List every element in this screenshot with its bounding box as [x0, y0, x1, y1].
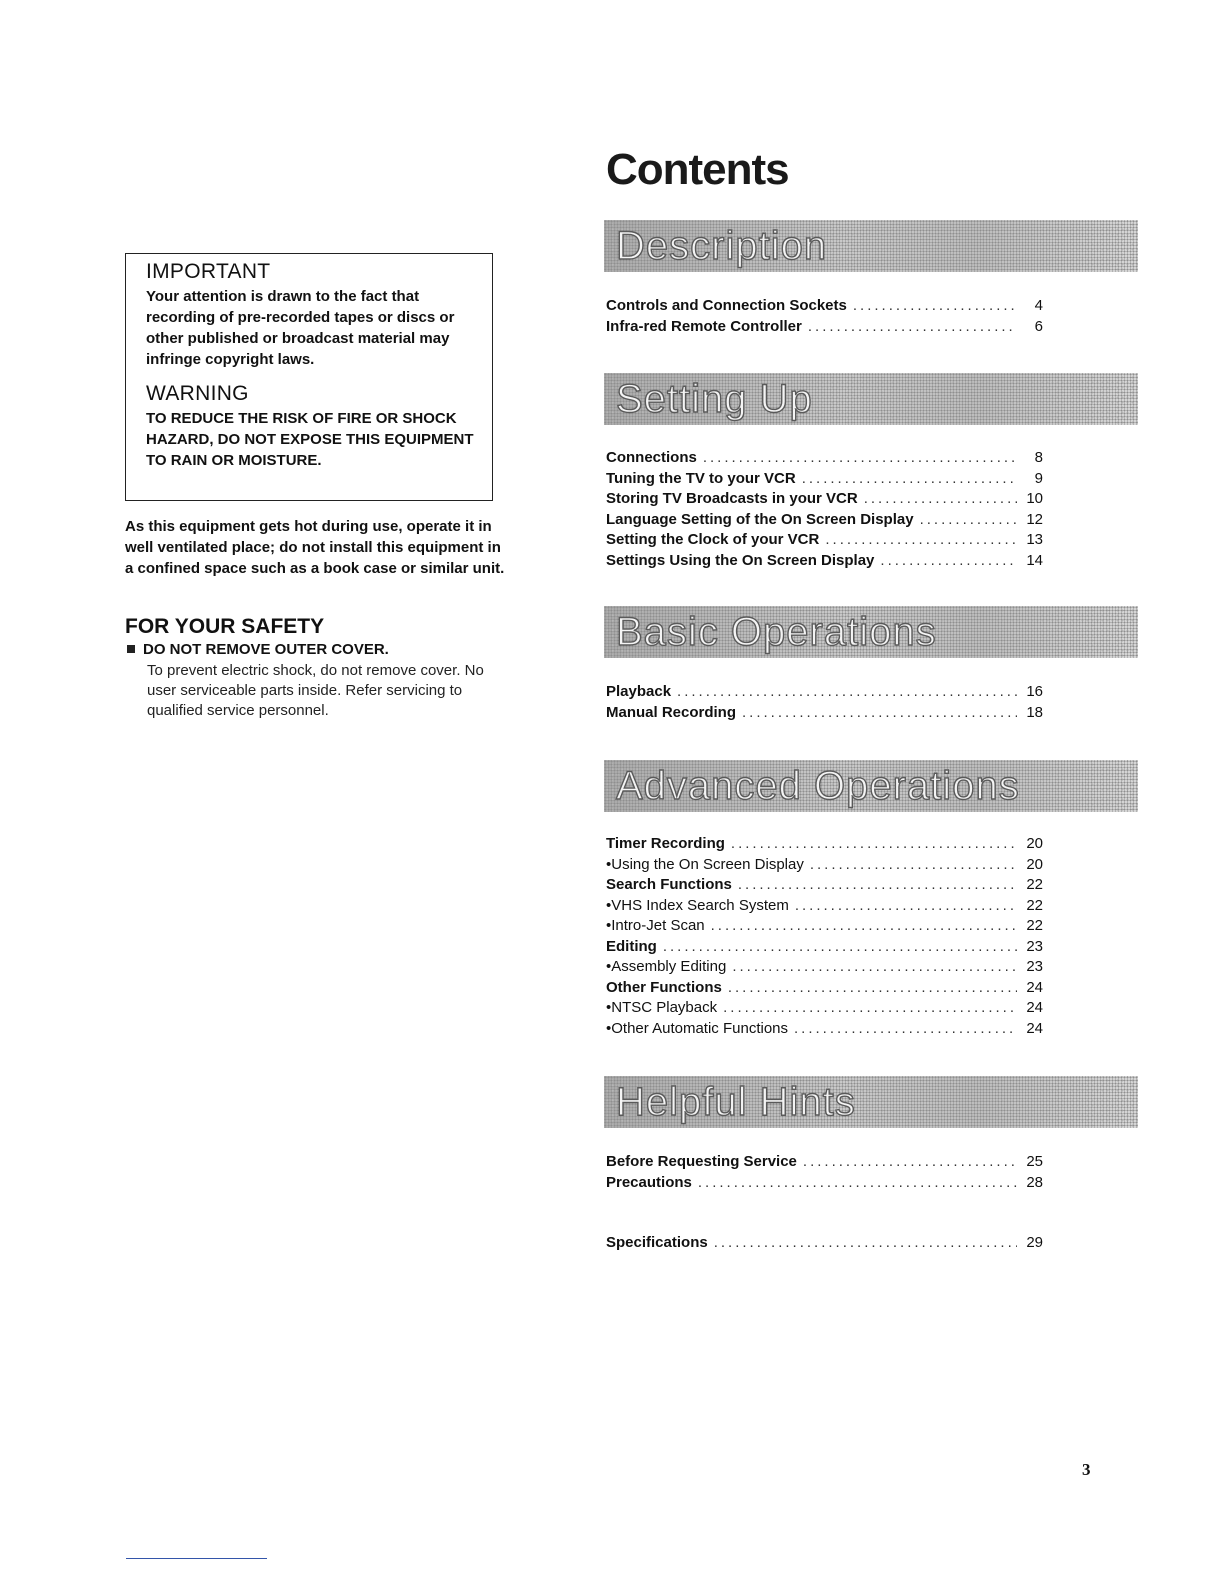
toc-entry[interactable] [606, 530, 1043, 551]
toc-label: •Intro-Jet Scan [606, 917, 705, 934]
safety-item [127, 640, 507, 721]
notice-box [125, 253, 493, 501]
toc-list-advanced-operations [606, 834, 1043, 1039]
toc-list-helpful-hints [606, 1152, 1043, 1193]
toc-page: 23 [1026, 937, 1043, 955]
toc-label: •Other Automatic Functions [606, 1019, 788, 1037]
toc-label: Editing [606, 937, 657, 955]
toc-entry[interactable] [606, 937, 1043, 958]
safety-item-heading-text: DO NOT REMOVE OUTER COVER. [143, 641, 389, 658]
toc-page: 22 [1026, 876, 1043, 893]
toc-page: 9 [1034, 469, 1043, 487]
toc-entry[interactable] [606, 896, 1043, 917]
section-title: Description [616, 224, 828, 268]
toc-entry[interactable] [606, 510, 1043, 531]
toc-label: Before Requesting Service [606, 1153, 797, 1170]
page-number: 3 [1082, 1460, 1091, 1479]
toc-list-specifications [606, 1233, 1043, 1254]
warning-text: TO REDUCE THE RISK OF FIRE OR SHOCK HAZARD, DO NOT EXPOSE THIS EQUIPMENT TO RAIN OR MOISTURE. [146, 410, 474, 469]
toc-entry[interactable] [606, 448, 1043, 469]
toc-page: 8 [1034, 449, 1043, 466]
footer-rule [126, 1558, 267, 1559]
safety-heading: FOR YOUR SAFETY [125, 615, 325, 638]
toc-page: 18 [1026, 703, 1043, 721]
toc-label: Tuning the TV to your VCR [606, 469, 796, 487]
toc-page: 24 [1026, 999, 1043, 1016]
toc-page: 28 [1026, 1173, 1043, 1191]
toc-label: •NTSC Playback [606, 999, 718, 1016]
section-banner-description [604, 220, 1138, 272]
toc-page: 24 [1026, 1019, 1043, 1037]
section-banner-advanced-operations [604, 760, 1138, 812]
toc-page: 20 [1026, 855, 1043, 873]
warning-heading: WARNING [146, 382, 249, 405]
toc-entry[interactable] [606, 978, 1043, 999]
toc-entry[interactable] [606, 998, 1043, 1019]
toc-label: Search Functions [606, 876, 732, 893]
toc-label: Manual Recording [606, 703, 737, 721]
toc-label: Storing TV Broadcasts in your VCR [606, 490, 858, 507]
toc-entry[interactable] [606, 296, 1043, 317]
section-banner-helpful-hints [604, 1076, 1138, 1128]
toc-label: •Assembly Editing [606, 958, 727, 975]
toc-label: Timer Recording [606, 835, 725, 852]
safety-item-heading [127, 640, 507, 660]
toc-entry[interactable] [606, 834, 1043, 855]
toc-label: Connections [606, 449, 697, 466]
toc-entry[interactable] [606, 469, 1043, 490]
toc-label: •Using the On Screen Display [606, 855, 804, 873]
section-title: Basic Operations [616, 610, 937, 654]
toc-entry[interactable] [606, 916, 1043, 937]
toc-page: 6 [1034, 317, 1043, 335]
toc-label: •VHS Index Search System [606, 896, 789, 914]
toc-page: 4 [1034, 297, 1043, 314]
toc-list-description [606, 296, 1043, 337]
toc-entry[interactable] [606, 551, 1043, 572]
toc-entry[interactable] [606, 1173, 1043, 1194]
toc-page: 10 [1026, 490, 1043, 507]
toc-label: Playback [606, 683, 672, 700]
square-bullet-icon [127, 645, 135, 653]
section-title: Helpful Hints [616, 1080, 856, 1124]
toc-label: Other Functions [606, 978, 722, 996]
toc-entry[interactable] [606, 1233, 1043, 1254]
toc-label: Settings Using the On Screen Display [606, 551, 875, 569]
toc-entry[interactable] [606, 1019, 1043, 1040]
toc-page: 14 [1026, 551, 1043, 569]
important-text: Your attention is drawn to the fact that recording of pre-recorded tapes or discs or other published or broadcast material may infringe copyright laws. [146, 288, 455, 368]
toc-list-basic-operations [606, 682, 1043, 723]
toc-entry[interactable] [606, 957, 1043, 978]
toc-page: 23 [1026, 958, 1043, 975]
toc-label: Infra-red Remote Controller [606, 317, 802, 335]
ventilation-notice: As this equipment gets hot during use, operate it in well ventilated place; do not install this equipment in a confined space such as a book case or similar unit. [125, 518, 505, 577]
toc-entry[interactable] [606, 682, 1043, 703]
toc-page: 22 [1026, 917, 1043, 934]
toc-page: 16 [1026, 683, 1043, 700]
toc-entry[interactable] [606, 875, 1043, 896]
toc-label: Controls and Connection Sockets [606, 297, 847, 314]
section-title: Setting Up [616, 377, 813, 421]
toc-page: 12 [1026, 510, 1043, 528]
toc-label: Language Setting of the On Screen Display [606, 510, 914, 528]
toc-page: 13 [1026, 531, 1043, 548]
toc-entry[interactable] [606, 317, 1043, 338]
toc-entry[interactable] [606, 703, 1043, 724]
toc-entry[interactable] [606, 489, 1043, 510]
section-banner-setting-up [604, 373, 1138, 425]
toc-entry[interactable] [606, 855, 1043, 876]
toc-page: 24 [1026, 978, 1043, 996]
toc-label: Setting the Clock of your VCR [606, 531, 820, 548]
toc-page: 20 [1026, 835, 1043, 852]
toc-list-setting-up [606, 448, 1043, 571]
page-title: Contents [606, 145, 789, 195]
toc-entry[interactable] [606, 1152, 1043, 1173]
toc-page: 29 [1026, 1234, 1043, 1251]
toc-page: 25 [1026, 1153, 1043, 1170]
toc-label: Precautions [606, 1173, 692, 1191]
section-title: Advanced Operations [616, 764, 1020, 808]
section-banner-basic-operations [604, 606, 1138, 658]
safety-item-text: To prevent electric shock, do not remove cover. No user serviceable parts inside. Refer servicing to qualified service personnel. [147, 662, 484, 719]
toc-label: Specifications [606, 1234, 708, 1251]
important-heading: IMPORTANT [146, 260, 271, 283]
toc-page: 22 [1026, 896, 1043, 914]
